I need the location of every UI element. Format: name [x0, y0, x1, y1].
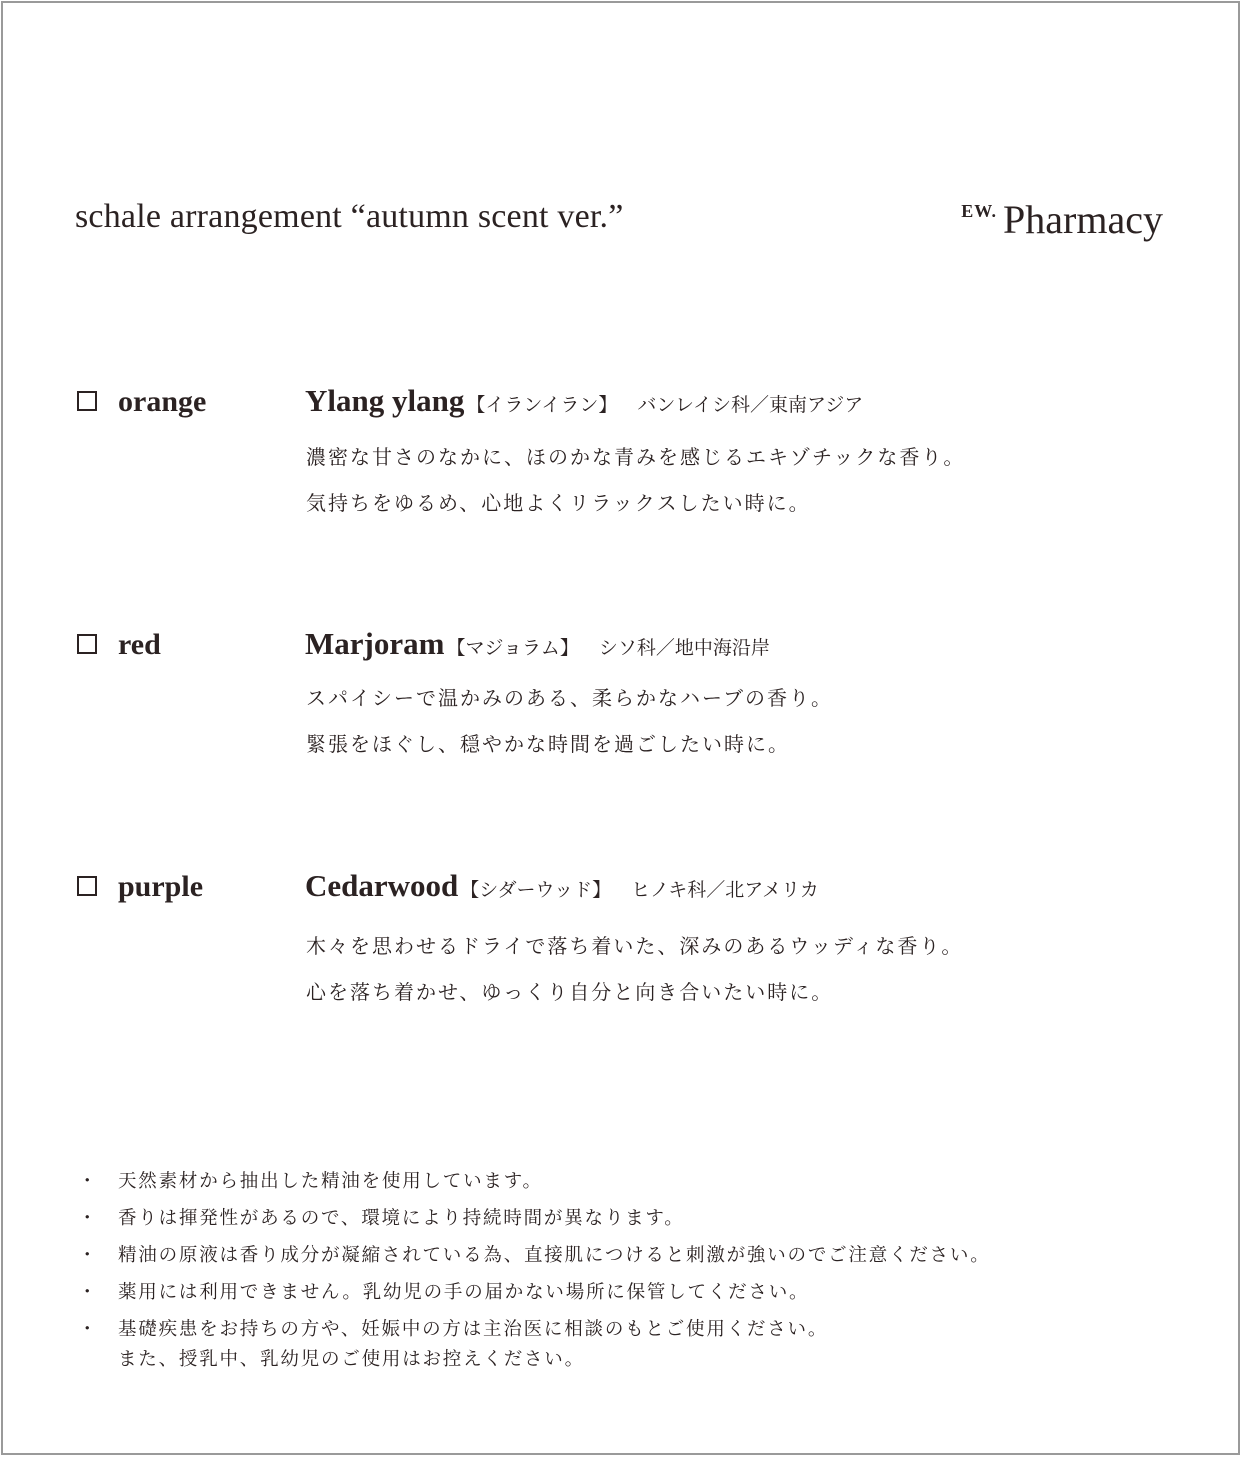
- color-label: orange: [118, 385, 207, 418]
- scent-recommendation: 心を落ち着かせ、ゆっくり自分と向き合いたい時に。: [306, 980, 834, 1004]
- brand-logo: [961, 196, 1163, 243]
- scent-heading: [305, 868, 819, 904]
- list-item: [78, 1167, 991, 1197]
- scent-family: シソ科／地中海沿岸: [598, 637, 770, 659]
- bullet: ・: [78, 1171, 99, 1192]
- precautions-list: [78, 1167, 991, 1382]
- scent-description: スパイシーで温かみのある、柔らかなハーブの香り。: [306, 686, 833, 710]
- brand-name: Pharmacy: [1003, 197, 1163, 242]
- checkbox-red[interactable]: [77, 634, 97, 654]
- scent-name-en: Cedarwood: [305, 868, 459, 903]
- note-text: 天然素材から抽出した精油を使用しています。: [118, 1171, 543, 1192]
- scent-name-en: Ylang ylang: [305, 383, 465, 418]
- color-label: purple: [118, 870, 204, 903]
- scent-name-jp: 【マジョラム】: [446, 637, 579, 659]
- bullet: ・: [78, 1282, 99, 1303]
- list-item: [78, 1204, 991, 1234]
- note-text: 基礎疾患をお持ちの方や、妊娠中の方は主治医に相談のもとご使用ください。: [118, 1319, 829, 1340]
- bullet: ・: [78, 1245, 99, 1266]
- bullet: ・: [78, 1208, 99, 1229]
- list-item: [78, 1241, 991, 1271]
- brand-prefix: EW.: [961, 201, 998, 221]
- scent-heading: [305, 383, 863, 419]
- note-text: 精油の原液は香り成分が凝縮されている為、直接肌につけると刺激が強いのでご注意ください。: [118, 1245, 991, 1266]
- scent-description: 濃密な甘さのなかに、ほのかな青みを感じるエキゾチックな香り。: [306, 445, 966, 469]
- scent-name-jp: 【シダーウッド】: [460, 879, 612, 901]
- checkbox-purple[interactable]: [77, 876, 97, 896]
- note-text: 香りは揮発性があるので、環境により持続時間が異なります。: [118, 1208, 685, 1229]
- scent-description: 木々を思わせるドライで落ち着いた、深みのあるウッディな香り。: [306, 934, 964, 958]
- scent-heading: [305, 626, 770, 662]
- note-text-continued: また、授乳中、乳幼児のご使用はお控えください。: [118, 1349, 585, 1370]
- color-label: red: [118, 628, 161, 661]
- scent-recommendation: 気持ちをゆるめ、心地よくリラックスしたい時に。: [306, 491, 811, 515]
- scent-family: バンレイシ科／東南アジア: [637, 394, 864, 416]
- scent-name-jp: 【イランイラン】: [466, 394, 618, 416]
- note-text: 薬用には利用できません。乳幼児の手の届かない場所に保管してください。: [118, 1282, 810, 1303]
- checkbox-orange[interactable]: [77, 391, 97, 411]
- scent-name-en: Marjoram: [305, 626, 445, 661]
- bullet: ・: [78, 1319, 99, 1340]
- list-item: [78, 1315, 991, 1375]
- scent-recommendation: 緊張をほぐし、穏やかな時間を過ごしたい時に。: [306, 732, 790, 756]
- page-title: schale arrangement “autumn scent ver.”: [75, 198, 624, 235]
- list-item: [78, 1278, 991, 1308]
- scent-family: ヒノキ科／北アメリカ: [631, 879, 819, 901]
